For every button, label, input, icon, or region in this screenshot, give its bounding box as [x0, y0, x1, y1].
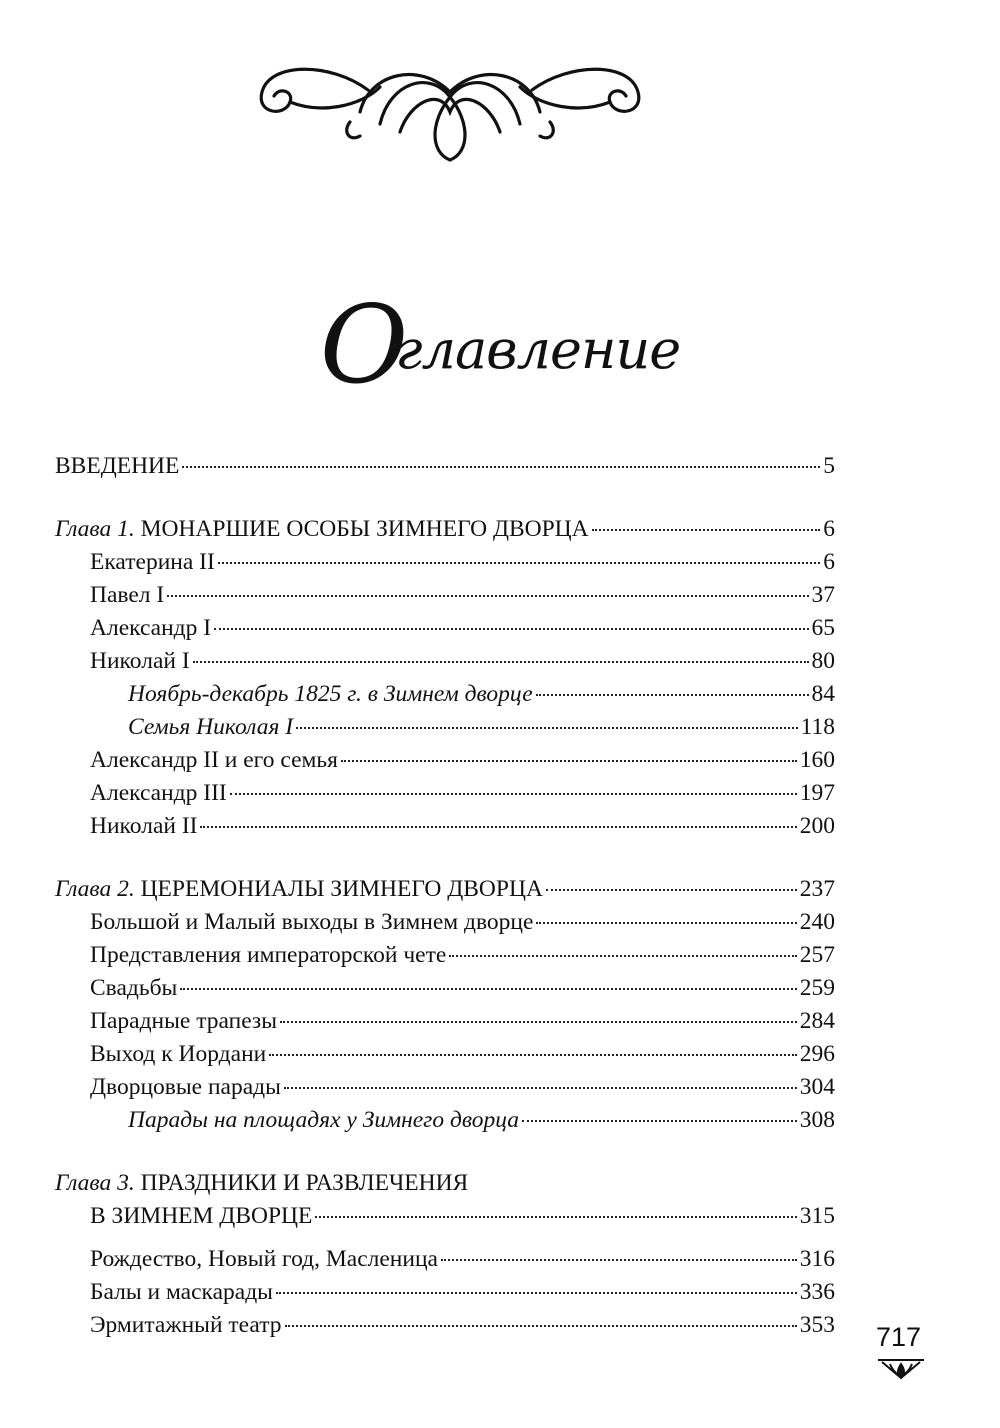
chapter-title: ЦЕРЕМОНИАЛЫ ЗИМНЕГО ДВОРЦА	[140, 876, 543, 902]
toc-entry-label: Балы и маскарады	[90, 1279, 273, 1305]
toc-entry-label: Рождество, Новый год, Масленица	[90, 1246, 438, 1272]
toc-entry[interactable]	[55, 1243, 835, 1276]
toc-entry-page: 5	[823, 453, 835, 479]
leader-dots	[546, 889, 797, 891]
toc-entry-page: 6	[823, 516, 835, 542]
leader-dots	[230, 793, 797, 795]
toc-entry-label: Эрмитажный театр	[90, 1312, 282, 1338]
toc-entry[interactable]	[55, 939, 835, 972]
leader-dots	[441, 1259, 797, 1261]
toc-entry[interactable]	[55, 1005, 835, 1038]
leader-dots	[341, 760, 797, 762]
toc-entry-page: 296	[799, 1041, 835, 1067]
leader-dots	[167, 595, 808, 597]
toc-entry-page: 240	[799, 909, 835, 935]
toc-entry-label: Екатерина II	[90, 549, 215, 575]
toc-chapter-label	[55, 513, 589, 546]
toc-entry-page: 257	[799, 942, 835, 968]
toc-entry-page: 65	[811, 615, 835, 641]
toc-entry[interactable]	[55, 810, 835, 843]
leader-dots	[592, 529, 821, 531]
toc-chapter-3-line2[interactable]	[55, 1200, 835, 1233]
toc-entry[interactable]	[55, 972, 835, 1005]
toc-entry-page: 304	[799, 1074, 835, 1100]
toc-chapter-1[interactable]	[55, 513, 835, 546]
toc-chapter-label	[55, 873, 543, 906]
toc-entry-page: 6	[823, 549, 835, 575]
toc-entry-label: Николай II	[90, 813, 198, 839]
leader-dots	[182, 466, 820, 468]
chapter-prefix: Глава 3.	[55, 1170, 135, 1196]
toc-entry-page: 336	[799, 1279, 835, 1305]
toc-entry[interactable]	[55, 1038, 835, 1071]
toc-subentry[interactable]	[55, 1104, 835, 1137]
chapter-title-continued: В ЗИМНЕМ ДВОРЦЕ	[90, 1203, 313, 1229]
chapter-title: МОНАРШИЕ ОСОБЫ ЗИМНЕГО ДВОРЦА	[140, 516, 589, 542]
toc-entry[interactable]	[55, 612, 835, 645]
title-rest: главление	[395, 318, 681, 381]
lotus-ornament-icon	[876, 1356, 926, 1382]
toc-entry-page: 197	[799, 780, 835, 806]
toc-entry-page: 118	[800, 714, 835, 740]
toc-entry-label: Представления императорской чете	[90, 942, 447, 968]
toc-entry-page: 200	[799, 813, 835, 839]
title-initial: О	[319, 283, 408, 408]
toc-entry[interactable]	[55, 906, 835, 939]
toc-entry-label: Большой и Малый выходы в Зимнем дворце	[90, 909, 534, 935]
toc-chapter-3-line1[interactable]	[55, 1167, 835, 1200]
leader-dots	[269, 1054, 797, 1056]
toc-entry-label: Павел I	[90, 582, 165, 608]
toc-entry-label: Александр III	[90, 780, 227, 806]
leader-dots	[214, 628, 808, 630]
leader-dots	[200, 826, 796, 828]
toc-entry-page: 259	[799, 975, 835, 1001]
toc-entry-page: 284	[799, 1008, 835, 1034]
toc-entry[interactable]	[55, 1309, 835, 1342]
toc-entry[interactable]	[55, 1276, 835, 1309]
leader-dots	[276, 1292, 797, 1294]
toc-entry-label: Александр I	[90, 615, 212, 641]
toc-entry-page: 80	[811, 648, 835, 674]
toc-entry-page: 315	[799, 1203, 835, 1229]
flourish-ornament-icon	[250, 52, 650, 167]
toc-entry-label: Семья Николая I	[128, 714, 294, 740]
table-of-contents	[55, 450, 835, 1342]
toc-entry-label: Свадьбы	[90, 975, 178, 1001]
toc-subentry[interactable]	[55, 711, 835, 744]
chapter-prefix: Глава 2.	[55, 876, 135, 902]
toc-entry-label: Выход к Иордани	[90, 1041, 267, 1067]
toc-entry[interactable]	[55, 1071, 835, 1104]
leader-dots	[193, 661, 809, 663]
toc-entry[interactable]	[55, 777, 835, 810]
toc-entry-label: Николай I	[90, 648, 190, 674]
toc-subentry[interactable]	[55, 678, 835, 711]
toc-entry-page: 37	[811, 582, 835, 608]
chapter-title: ПРАЗДНИКИ И РАЗВЛЕЧЕНИЯ	[140, 1170, 469, 1196]
toc-entry-label: Парадные трапезы	[90, 1008, 278, 1034]
leader-dots	[285, 1325, 797, 1327]
toc-entry-page: 316	[799, 1246, 835, 1272]
toc-entry-label: Ноябрь-декабрь 1825 г. в Зимнем дворце	[128, 681, 533, 707]
leader-dots	[315, 1216, 796, 1218]
toc-entry-label: ВВЕДЕНИЕ	[55, 453, 180, 479]
page-title	[0, 283, 1000, 408]
leader-dots	[280, 1021, 797, 1023]
toc-entry-label: Дворцовые парады	[90, 1074, 281, 1100]
toc-chapter-2[interactable]	[55, 873, 835, 906]
toc-entry-label: Александр II и его семья	[90, 747, 338, 773]
toc-entry-page: 353	[799, 1312, 835, 1338]
leader-dots	[296, 727, 798, 729]
toc-entry[interactable]	[55, 645, 835, 678]
leader-dots	[536, 694, 809, 696]
leader-dots	[449, 955, 796, 957]
leader-dots	[522, 1120, 797, 1122]
chapter-prefix: Глава 1.	[55, 516, 135, 542]
page-number: 717	[876, 1322, 922, 1352]
toc-entry-label: Парады на площадях у Зимнего дворца	[128, 1107, 520, 1133]
toc-entry-page: 84	[811, 681, 835, 707]
toc-entry[interactable]	[55, 579, 835, 612]
toc-entry-page: 160	[799, 747, 835, 773]
leader-dots	[218, 562, 820, 564]
toc-entry[interactable]	[55, 546, 835, 579]
leader-dots	[284, 1087, 797, 1089]
toc-entry-page: 308	[799, 1107, 835, 1133]
toc-entry-intro[interactable]	[55, 450, 835, 483]
leader-dots	[536, 922, 796, 924]
toc-entry-page: 237	[799, 876, 835, 902]
toc-entry[interactable]	[55, 744, 835, 777]
leader-dots	[180, 988, 796, 990]
